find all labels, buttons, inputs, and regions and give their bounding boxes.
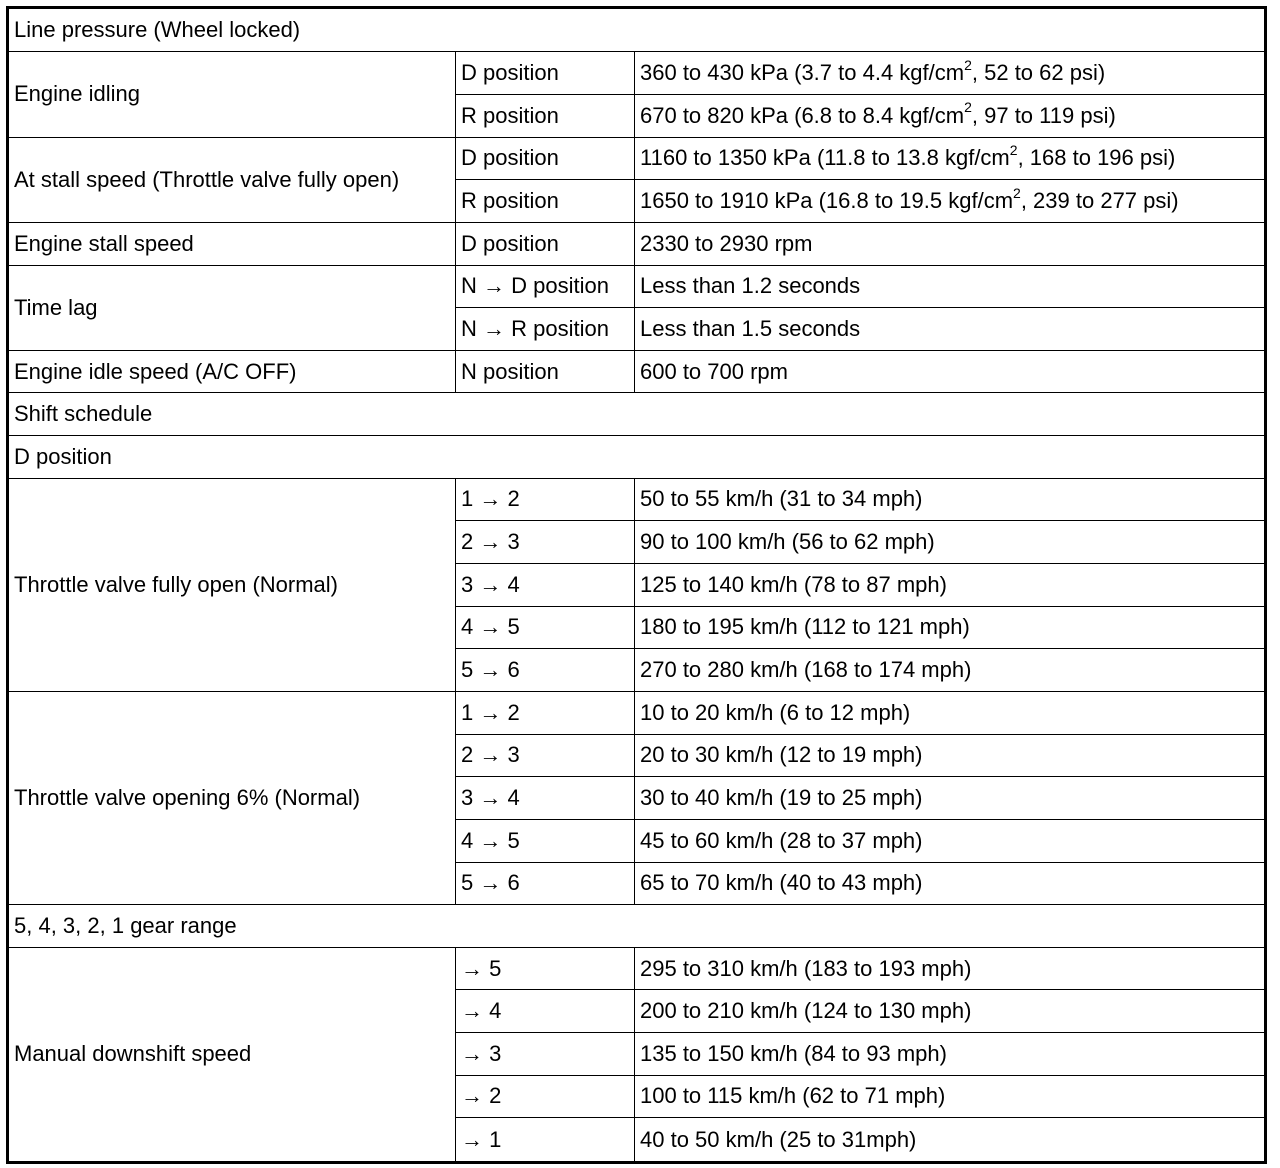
shift-cell: 3 → 4 bbox=[456, 777, 635, 820]
shift-cell: → 5 bbox=[456, 947, 635, 990]
shift-cell: 5 → 6 bbox=[456, 862, 635, 905]
value-cell: 125 to 140 km/h (78 to 87 mph) bbox=[635, 564, 1266, 607]
position-cell: R position bbox=[456, 180, 635, 223]
section-header-shift-schedule: Shift schedule bbox=[8, 393, 1266, 436]
value-cell: 2330 to 2930 rpm bbox=[635, 222, 1266, 265]
shift-cell: → 4 bbox=[456, 990, 635, 1033]
section-row bbox=[8, 393, 1266, 436]
value-cell: 65 to 70 km/h (40 to 43 mph) bbox=[635, 862, 1266, 905]
section-row bbox=[8, 436, 1266, 479]
shift-cell: 4 → 5 bbox=[456, 819, 635, 862]
value-cell: 45 to 60 km/h (28 to 37 mph) bbox=[635, 819, 1266, 862]
specification-table bbox=[6, 6, 1267, 1164]
value-cell: 270 to 280 km/h (168 to 174 mph) bbox=[635, 649, 1266, 692]
value-cell: 600 to 700 rpm bbox=[635, 350, 1266, 393]
value-cell: 135 to 150 km/h (84 to 93 mph) bbox=[635, 1033, 1266, 1076]
row-label-engine-idle-speed: Engine idle speed (A/C OFF) bbox=[8, 350, 456, 393]
value-cell: 1650 to 1910 kPa (16.8 to 19.5 kgf/$cm^2$, 239 to 277 psi) bbox=[635, 180, 1266, 223]
position-cell: D position bbox=[456, 222, 635, 265]
value-cell: 90 to 100 km/h (56 to 62 mph) bbox=[635, 521, 1266, 564]
table-row bbox=[8, 222, 1266, 265]
table-row bbox=[8, 691, 1266, 734]
position-cell: N position bbox=[456, 350, 635, 393]
row-label-stall-speed: At stall speed (Throttle valve fully open) bbox=[8, 137, 456, 222]
position-cell: D position bbox=[456, 137, 635, 180]
shift-cell: → 2 bbox=[456, 1075, 635, 1118]
value-cell: 50 to 55 km/h (31 to 34 mph) bbox=[635, 478, 1266, 521]
value-cell: Less than 1.5 seconds bbox=[635, 308, 1266, 351]
value-cell: 10 to 20 km/h (6 to 12 mph) bbox=[635, 691, 1266, 734]
row-label-engine-stall-speed: Engine stall speed bbox=[8, 222, 456, 265]
value-cell: 1160 to 1350 kPa (11.8 to 13.8 kgf/$cm^2$, 168 to 196 psi) bbox=[635, 137, 1266, 180]
table-row bbox=[8, 350, 1266, 393]
position-cell: N → R position bbox=[456, 308, 635, 351]
value-cell: 670 to 820 kPa (6.8 to 8.4 kgf/$cm^2$, 97 to 119 psi) bbox=[635, 94, 1266, 137]
section-header-gear-range: 5, 4, 3, 2, 1 gear range bbox=[8, 905, 1266, 948]
row-label-manual-downshift: Manual downshift speed bbox=[8, 947, 456, 1162]
position-cell: R position bbox=[456, 94, 635, 137]
value-cell: 40 to 50 km/h (25 to 31mph) bbox=[635, 1118, 1266, 1163]
shift-cell: 1 → 2 bbox=[456, 691, 635, 734]
value-cell: 360 to 430 kPa (3.7 to 4.4 kgf/$cm^2$, 52 to 62 psi) bbox=[635, 52, 1266, 95]
table-row bbox=[8, 52, 1266, 95]
value-cell: 30 to 40 km/h (19 to 25 mph) bbox=[635, 777, 1266, 820]
table-row bbox=[8, 478, 1266, 521]
section-header-d-position: D position bbox=[8, 436, 1266, 479]
value-cell: 200 to 210 km/h (124 to 130 mph) bbox=[635, 990, 1266, 1033]
value-cell: Less than 1.2 seconds bbox=[635, 265, 1266, 308]
table-row bbox=[8, 265, 1266, 308]
section-row bbox=[8, 905, 1266, 948]
shift-cell: → 3 bbox=[456, 1033, 635, 1076]
value-cell: 100 to 115 km/h (62 to 71 mph) bbox=[635, 1075, 1266, 1118]
section-row bbox=[8, 8, 1266, 52]
shift-cell: 2 → 3 bbox=[456, 734, 635, 777]
shift-cell: 1 → 2 bbox=[456, 478, 635, 521]
shift-cell: → 1 bbox=[456, 1118, 635, 1163]
shift-cell: 3 → 4 bbox=[456, 564, 635, 607]
row-label-throttle-fully-open: Throttle valve fully open (Normal) bbox=[8, 478, 456, 691]
section-header-line-pressure: Line pressure (Wheel locked) bbox=[8, 8, 1266, 52]
table-row bbox=[8, 137, 1266, 180]
position-cell: D position bbox=[456, 52, 635, 95]
position-cell: N → D position bbox=[456, 265, 635, 308]
shift-cell: 4 → 5 bbox=[456, 606, 635, 649]
value-cell: 20 to 30 km/h (12 to 19 mph) bbox=[635, 734, 1266, 777]
value-cell: 180 to 195 km/h (112 to 121 mph) bbox=[635, 606, 1266, 649]
row-label-throttle-6-percent: Throttle valve opening 6% (Normal) bbox=[8, 691, 456, 904]
shift-cell: 2 → 3 bbox=[456, 521, 635, 564]
row-label-time-lag: Time lag bbox=[8, 265, 456, 350]
row-label-engine-idling: Engine idling bbox=[8, 52, 456, 137]
value-cell: 295 to 310 km/h (183 to 193 mph) bbox=[635, 947, 1266, 990]
table-row bbox=[8, 947, 1266, 990]
shift-cell: 5 → 6 bbox=[456, 649, 635, 692]
